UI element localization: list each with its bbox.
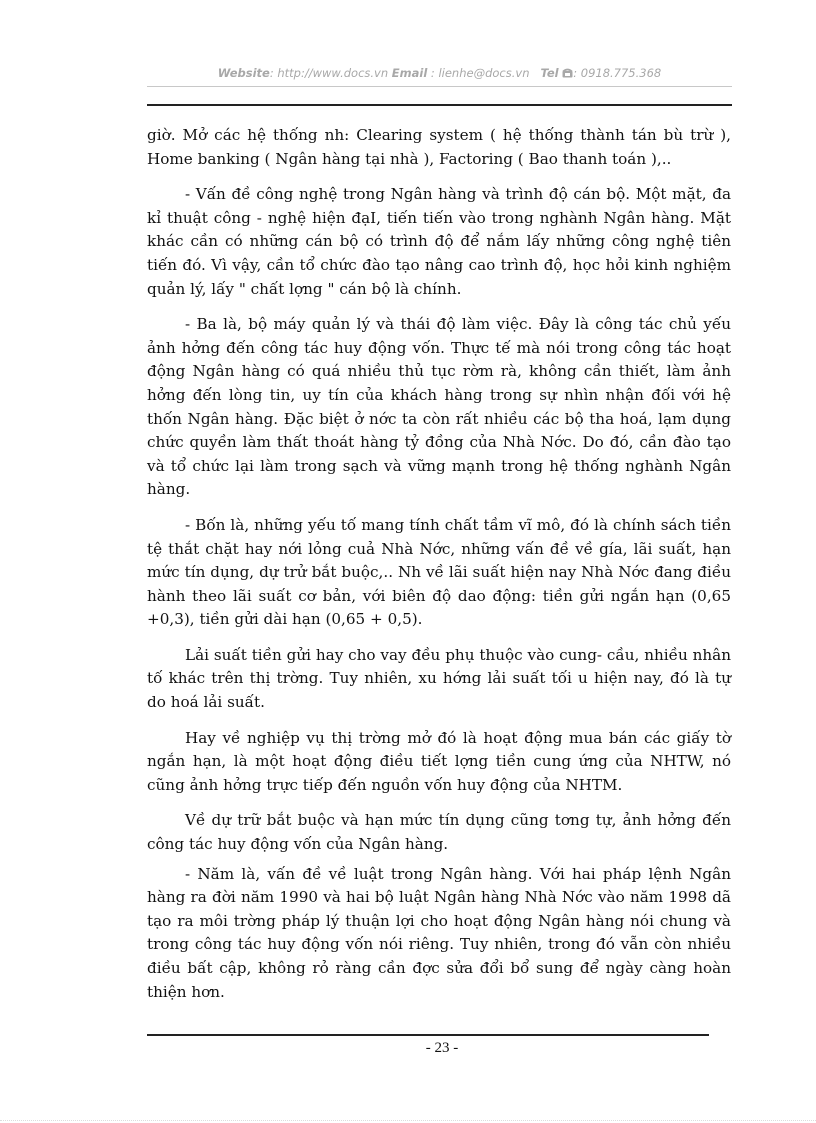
website-label: Website: [217, 66, 270, 80]
paragraph: - Vấn đề công nghệ trong Ngân hàng và trình độ cán bộ. Một mặt, đa kỉ thuật công - nghệ hiện đạI, tiến tiến vào trong nghành Ngân hàng. Mặt khác cần có những cán bộ có trình độ để nắm lấy những công nghệ tiên tiến đó. Vì vậy, cần tổ chức đào tạo nâng cao trình độ, học hỏi kinh nghiệm quản lý, lấy " chất lợng " cán bộ là chính.: [147, 185, 731, 298]
header-rule-thin: [147, 86, 732, 87]
paragraph: Lải suất tiền gửi hay cho vay đều phụ thuộc vào cung- cầu, nhiều nhân tố khác trên thị trờng. Tuy nhiên, xu hớng lải suất tối u hiện nay, đó là tự do hoá lải suất.: [147, 645, 731, 712]
paragraph: Về dự trữ bắt buộc và hạn mức tín dụng cũng tơng tự, ảnh hởng đến công tác huy động vốn của Ngân hàng.: [147, 811, 731, 854]
paragraph: Hay về nghiệp vụ thị trờng mở đó là hoạt động mua bán các giấy tờ ngắn hạn, là một hoạt động điều tiết lợng tiền cung ứng của NHTW, nó cũng ảnh hởng trực tiếp đến nguồn vốn huy động của NHTM.: [147, 728, 731, 794]
paragraph: giờ. Mở các hệ thống nh: Clearing system ( hệ thống thành tán bù trừ ), Home banking ( Ngân hàng tại nhà ), Factoring ( Bao thanh toán ),..: [147, 126, 731, 168]
page-number: - 23 -: [425, 1040, 459, 1056]
email-value: : lienhe@docs.vn: [427, 66, 530, 80]
tel-value: : 0918.775.368: [573, 66, 662, 80]
page-edge: [0, 1120, 816, 1121]
paragraph: - Ba là, bộ máy quản lý và thái độ làm việc. Đây là công tác chủ yếu ảnh hởng đến công tác huy động vốn. Thực tế mà nói trong công tác hoạt động Ngân hàng có quá nhiều thủ tục rờm rà, không cần thiết, làm ảnh hởng đến lòng tin, uy tín của khách hàng trong sự nhìn nhận đối với hệ thốn Ngân hàng. Đặc biệt ở nớc ta còn rất nhiều các bộ tha hoá, lạm dụng chức quyền làm thất thoát hàng tỷ đồng của Nhà Nớc. Do đó, cần đào tạo và tổ chức lại làm trong sạch và vững mạnh trong hệ thống nghành Ngân hàng.: [147, 315, 731, 499]
tel-label: Tel: [540, 66, 559, 80]
paragraph: - Năm là, vấn đề về luật trong Ngân hàng. Với hai pháp lệnh Ngân hàng ra đời năm 1990 và hai bộ luật Ngân hàng Nhà Nớc vào năm 1998 dã tạo ra môi trờng pháp lý thuận lợi cho hoạt động Ngân hàng nói chung và trong công tác huy động vốn nói riêng. Tuy nhiên, trong đó vẫn còn nhiều điều bất cập, không rỏ ràng cần đợc sửa đổi bổ sung để ngày càng hoàn thiện hơn.: [147, 864, 731, 1001]
phone-icon: [562, 68, 573, 78]
header-rule-thick: [147, 104, 732, 106]
body-text: [147, 124, 731, 1016]
page-header: [147, 66, 732, 80]
website-value: : http://www.docs.vn: [269, 66, 389, 80]
email-label: Email: [391, 66, 428, 80]
footer-rule: [147, 1034, 709, 1036]
paragraph: - Bốn là, những yếu tố mang tính chất tầm vĩ mô, đó là chính sách tiền tệ thắt chặt hay nới lỏng cuả Nhà Nớc, những vấn đề về gía, lãi suất, hạn mức tín dụng, dự trử bắt buộc,.. Nh về lãi suất hiện nay Nhà Nớc đang điều hành theo lãi suất cơ bản, với biên độ dao động: tiền gửi ngắn hạn (0,65 +0,3), tiền gửi dài hạn (0,65 + 0,5).: [147, 515, 731, 629]
